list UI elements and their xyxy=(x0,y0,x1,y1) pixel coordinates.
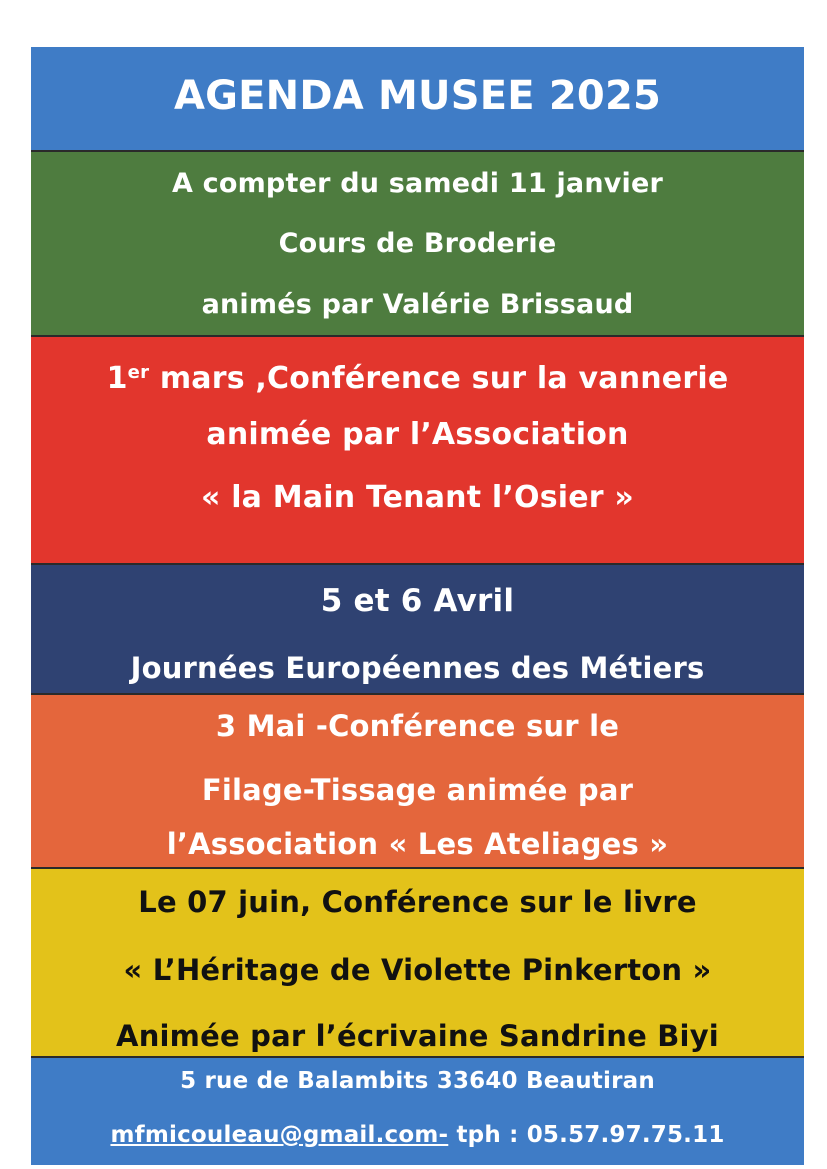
event-vannerie-day: 1 xyxy=(106,361,128,396)
event-broderie-date: A compter du samedi 11 janvier xyxy=(171,168,664,199)
poster-title: AGENDA MUSEE 2025 xyxy=(173,73,662,119)
event-tissage-title: Filage-Tissage animée par xyxy=(201,773,634,807)
event-vannerie-host: animée par l’Association xyxy=(206,417,629,452)
event-vannerie xyxy=(31,335,804,563)
header-band xyxy=(31,47,804,150)
event-vannerie-title xyxy=(31,361,804,396)
event-livre xyxy=(31,867,804,1056)
event-tissage xyxy=(31,693,804,867)
footer-email-link[interactable]: mfmicouleau@gmail.com- xyxy=(110,1122,449,1148)
event-metiers-date: 5 et 6 Avril xyxy=(320,583,515,619)
event-metiers-title: Journées Européennes des Métiers xyxy=(130,651,705,685)
event-vannerie-day-suffix: er xyxy=(127,362,150,383)
footer-contact xyxy=(31,1122,804,1148)
event-tissage-date: 3 Mai -Conférence sur le xyxy=(215,709,620,743)
footer-band xyxy=(31,1056,804,1165)
event-livre-title: « L’Héritage de Violette Pinkerton » xyxy=(123,953,712,987)
event-broderie-title: Cours de Broderie xyxy=(278,228,557,259)
event-livre-author: Animée par l’écrivaine Sandrine Biyi xyxy=(116,1019,719,1053)
event-vannerie-association: « la Main Tenant l’Osier » xyxy=(200,480,635,515)
footer-address: 5 rue de Balambits 33640 Beautiran xyxy=(180,1068,655,1094)
event-metiers xyxy=(31,563,804,693)
event-vannerie-rest: mars ,Conférence sur la vannerie xyxy=(149,361,729,396)
event-tissage-association: l’Association « Les Ateliages » xyxy=(166,827,669,861)
agenda-poster xyxy=(31,47,804,1165)
event-broderie-host: animés par Valérie Brissaud xyxy=(201,289,634,320)
event-broderie xyxy=(31,150,804,335)
event-livre-date: Le 07 juin, Conférence sur le livre xyxy=(138,885,697,919)
footer-phone: tph : 05.57.97.75.11 xyxy=(448,1122,725,1148)
